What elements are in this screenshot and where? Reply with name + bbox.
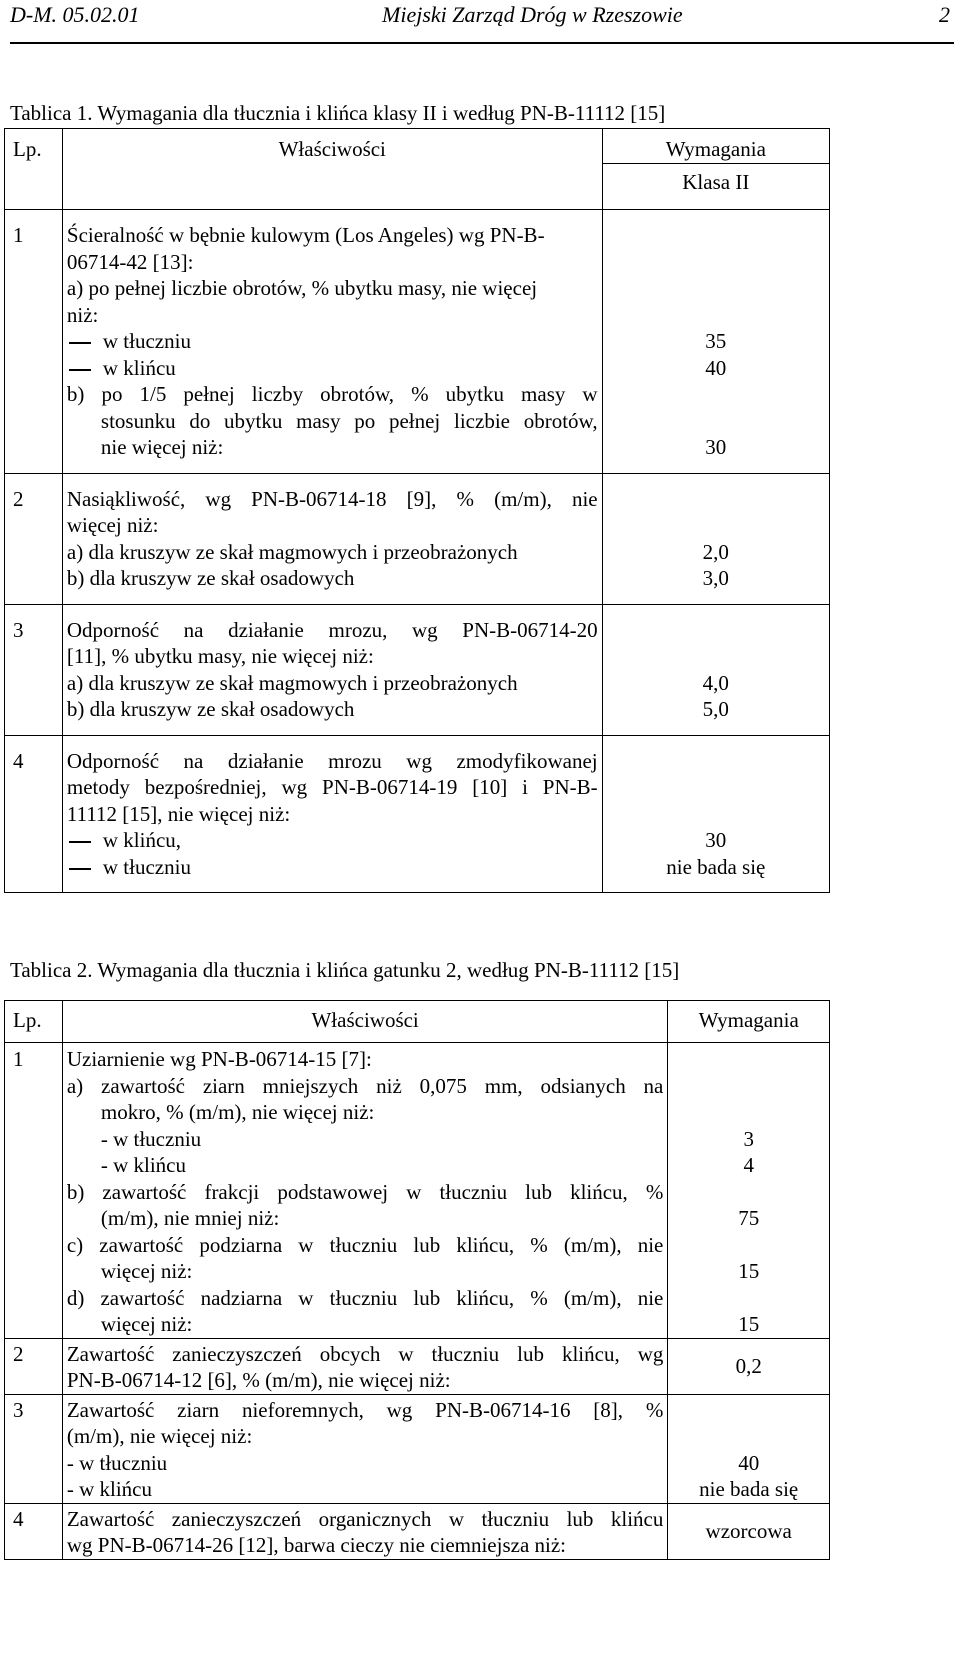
table1-header-requirements: Wymagania: [602, 129, 829, 164]
organization-name: Miejski Zarząd Dróg w Rzeszowie: [382, 2, 683, 27]
row-properties: Zawartość zanieczyszczeń obcych w tłuczniu lub klińcu, wg PN-B-06714-12 [6], % (m/m), nie więcej niż:: [62, 1338, 668, 1394]
table-row: [5, 735, 830, 893]
row-requirements: 35 40 30: [602, 210, 829, 474]
table-row: [5, 1043, 830, 1339]
table2-header-lp: Lp.: [5, 1001, 63, 1043]
table-row: [5, 1338, 830, 1394]
table-row: [5, 473, 830, 604]
table-row: [5, 1394, 830, 1503]
row-number: 1: [5, 1043, 63, 1339]
row-requirements: 0,2: [668, 1338, 830, 1394]
table-row: [5, 210, 830, 474]
row-number: 3: [5, 1394, 63, 1503]
row-number: 4: [5, 1503, 63, 1559]
table1: [4, 128, 830, 893]
page-header: [10, 0, 954, 44]
row-requirements: 3 4 75 15 15: [668, 1043, 830, 1339]
table1-header-lp: Lp.: [5, 129, 63, 164]
dash-bullet: [67, 864, 103, 874]
table2-header-properties: Właściwości: [62, 1001, 668, 1043]
row-number: 3: [5, 604, 63, 735]
dash-bullet: [67, 837, 103, 847]
row-requirements: 2,0 3,0: [602, 473, 829, 604]
table2: [4, 1000, 830, 1560]
table2-caption: Tablica 2. Wymagania dla tłucznia i klińca gatunku 2, według PN-B-11112 [15]: [10, 958, 680, 982]
dash-bullet: [67, 365, 103, 375]
row-properties: Uziarnienie wg PN-B-06714-15 [7]: a) zawartość ziarn mniejszych niż 0,075 mm, odsianych na mokro, % (m/m), nie więcej niż: - w tłuczniu - w klińcu b) zawartość frakcji podstawowej w tłuczniu lub klińcu, % (m/m), nie mniej niż: c) zawartość podziarna w tłuczniu lub klińcu, % (m/m), nie więcej niż: d) zawartość nadziarna w tłuczniu lub klińcu, % (m/m), nie więcej niż:: [62, 1043, 668, 1339]
row-properties: Odporność na działanie mrozu wg zmodyfikowanej metody bezpośredniej, wg PN-B-06714-19 [10] i PN-B- 11112 [15], nie więcej niż: w klińcu, w tłuczniu: [62, 735, 602, 893]
row-requirements: wzorcowa: [668, 1503, 830, 1559]
row-number: 4: [5, 735, 63, 893]
table1-header-properties: Właściwości: [62, 129, 602, 164]
row-properties: Nasiąkliwość, wg PN-B-06714-18 [9], % (m/m), nie więcej niż: a) dla kruszyw ze skał magmowych i przeobrażonych b) dla kruszyw ze skał osadowych: [62, 473, 602, 604]
row-properties: Zawartość zanieczyszczeń organicznych w tłuczniu lub klińcu wg PN-B-06714-26 [12], barwa cieczy nie ciemniejsza niż:: [62, 1503, 668, 1559]
dash-bullet: [67, 338, 103, 348]
row-requirements: 40 nie bada się: [668, 1394, 830, 1503]
table-row: [5, 1503, 830, 1559]
row-requirements: 30 nie bada się: [602, 735, 829, 893]
row-requirements: 4,0 5,0: [602, 604, 829, 735]
table2-header-requirements: Wymagania: [668, 1001, 830, 1043]
row-number: 1: [5, 210, 63, 474]
row-properties: Ścieralność w bębnie kulowym (Los Angeles) wg PN-B- 06714-42 [13]: a) po pełnej liczbie obrotów, % ubytku masy, nie więcej niż: w tłuczniu w klińcu b) po 1/5 pełnej liczby obrotów, % ubytku masy w stosunku do ubytku masy po pełnej liczbie obrotów, nie więcej niż:: [62, 210, 602, 474]
doc-code: D-M. 05.02.01: [10, 2, 140, 27]
table-row: [5, 604, 830, 735]
page-number: 2: [939, 2, 950, 27]
row-properties: Zawartość ziarn nieforemnych, wg PN-B-06714-16 [8], % (m/m), nie więcej niż: - w tłuczniu - w klińcu: [62, 1394, 668, 1503]
table1-header-class: Klasa II: [602, 164, 829, 210]
row-number: 2: [5, 473, 63, 604]
table1-caption: Tablica 1. Wymagania dla tłucznia i klińca klasy II i według PN-B-11112 [15]: [10, 101, 666, 125]
row-number: 2: [5, 1338, 63, 1394]
row-properties: Odporność na działanie mrozu, wg PN-B-06714-20 [11], % ubytku masy, nie więcej niż: a) dla kruszyw ze skał magmowych i przeobrażonych b) dla kruszyw ze skał osadowych: [62, 604, 602, 735]
